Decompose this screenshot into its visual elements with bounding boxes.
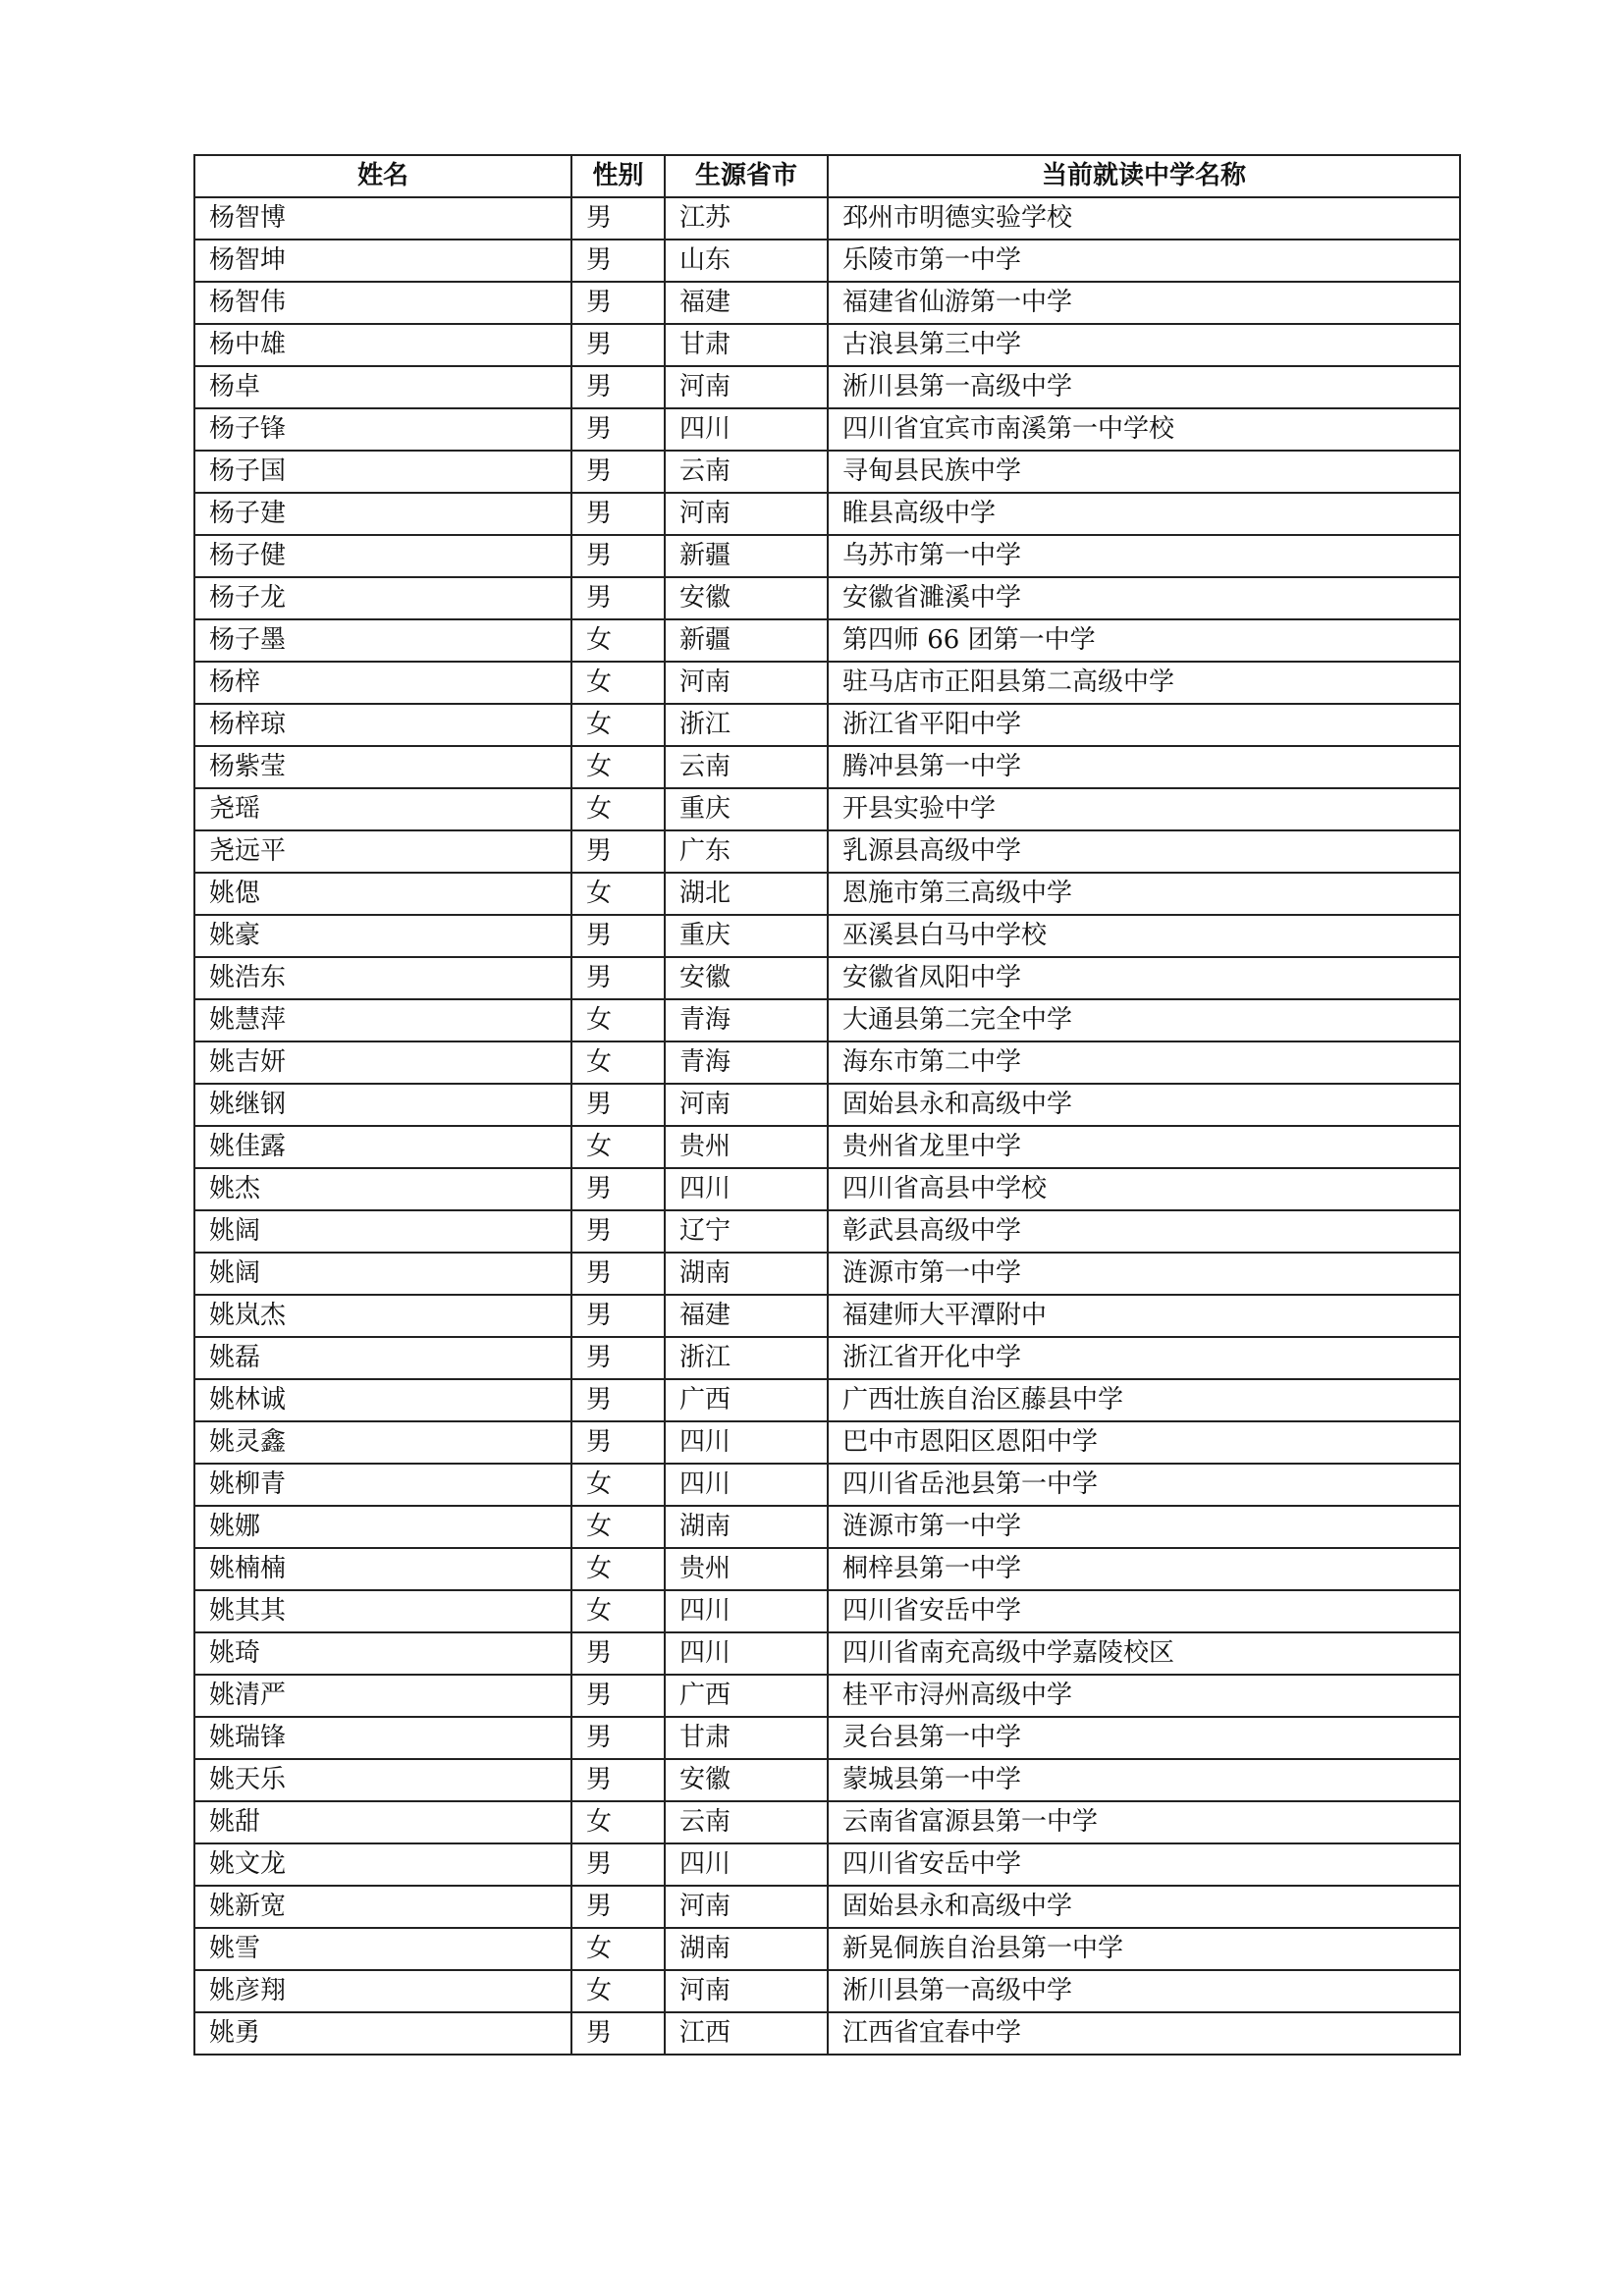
cell-province: 浙江: [665, 1337, 828, 1379]
cell-school: 睢县高级中学: [828, 493, 1460, 535]
cell-name: 杨子墨: [194, 619, 571, 662]
cell-name: 姚雪: [194, 1928, 571, 1970]
cell-school: 恩施市第三高级中学: [828, 873, 1460, 915]
cell-gender: 女: [571, 1928, 665, 1970]
cell-province: 四川: [665, 1632, 828, 1675]
cell-province: 重庆: [665, 788, 828, 830]
cell-province: 四川: [665, 1421, 828, 1464]
cell-name: 杨梓: [194, 662, 571, 704]
cell-name: 杨卓: [194, 366, 571, 408]
table-row: [194, 746, 1460, 788]
cell-school: 新晃侗族自治县第一中学: [828, 1928, 1460, 1970]
cell-name: 杨梓琼: [194, 704, 571, 746]
cell-province: 广西: [665, 1379, 828, 1421]
cell-school: 福建省仙游第一中学: [828, 282, 1460, 324]
cell-name: 姚娜: [194, 1506, 571, 1548]
cell-gender: 男: [571, 408, 665, 451]
table-row: [194, 240, 1460, 282]
cell-gender: 男: [571, 1337, 665, 1379]
cell-gender: 男: [571, 1717, 665, 1759]
cell-school: 云南省富源县第一中学: [828, 1801, 1460, 1843]
cell-school: 安徽省濉溪中学: [828, 577, 1460, 619]
table-row: [194, 1886, 1460, 1928]
table-row: [194, 1506, 1460, 1548]
cell-province: 湖南: [665, 1253, 828, 1295]
cell-name: 姚瑞锋: [194, 1717, 571, 1759]
cell-province: 河南: [665, 662, 828, 704]
table-row: [194, 577, 1460, 619]
table-row: [194, 324, 1460, 366]
table-row: [194, 1084, 1460, 1126]
cell-name: 姚新宽: [194, 1886, 571, 1928]
cell-gender: 女: [571, 1970, 665, 2012]
table-row: [194, 1253, 1460, 1295]
cell-school: 巫溪县白马中学校: [828, 915, 1460, 957]
cell-province: 湖南: [665, 1928, 828, 1970]
cell-province: 江苏: [665, 197, 828, 240]
cell-gender: 男: [571, 830, 665, 873]
table-row: [194, 1675, 1460, 1717]
cell-province: 安徽: [665, 577, 828, 619]
cell-gender: 男: [571, 1843, 665, 1886]
cell-school: 寻甸县民族中学: [828, 451, 1460, 493]
cell-school: 古浪县第三中学: [828, 324, 1460, 366]
table-row: [194, 1379, 1460, 1421]
cell-gender: 男: [571, 915, 665, 957]
table-row: [194, 1590, 1460, 1632]
cell-province: 云南: [665, 1801, 828, 1843]
cell-name: 杨中雄: [194, 324, 571, 366]
cell-province: 甘肃: [665, 1717, 828, 1759]
cell-name: 姚慧萍: [194, 999, 571, 1041]
table-row: [194, 788, 1460, 830]
cell-gender: 女: [571, 704, 665, 746]
cell-name: 姚岚杰: [194, 1295, 571, 1337]
cell-province: 青海: [665, 1041, 828, 1084]
cell-gender: 男: [571, 1210, 665, 1253]
cell-gender: 男: [571, 1253, 665, 1295]
cell-province: 新疆: [665, 535, 828, 577]
cell-name: 杨智博: [194, 197, 571, 240]
cell-name: 杨子龙: [194, 577, 571, 619]
table-row: [194, 1548, 1460, 1590]
cell-gender: 男: [571, 366, 665, 408]
cell-province: 河南: [665, 1970, 828, 2012]
cell-name: 姚豪: [194, 915, 571, 957]
cell-province: 河南: [665, 1886, 828, 1928]
cell-province: 贵州: [665, 1548, 828, 1590]
table-row: [194, 366, 1460, 408]
cell-name: 姚楠楠: [194, 1548, 571, 1590]
cell-name: 杨子国: [194, 451, 571, 493]
cell-gender: 女: [571, 1464, 665, 1506]
cell-gender: 男: [571, 240, 665, 282]
cell-school: 四川省宜宾市南溪第一中学校: [828, 408, 1460, 451]
table-header: [194, 155, 1460, 197]
table-row: [194, 282, 1460, 324]
table-row: [194, 1632, 1460, 1675]
cell-gender: 男: [571, 957, 665, 999]
cell-province: 江西: [665, 2012, 828, 2055]
cell-name: 姚磊: [194, 1337, 571, 1379]
cell-name: 姚其其: [194, 1590, 571, 1632]
cell-school: 开县实验中学: [828, 788, 1460, 830]
table-row: [194, 1337, 1460, 1379]
cell-school: 四川省岳池县第一中学: [828, 1464, 1460, 1506]
cell-school: 驻马店市正阳县第二高级中学: [828, 662, 1460, 704]
cell-gender: 女: [571, 746, 665, 788]
cell-school: 大通县第二完全中学: [828, 999, 1460, 1041]
cell-school: 浙江省开化中学: [828, 1337, 1460, 1379]
cell-name: 姚佳露: [194, 1126, 571, 1168]
cell-province: 四川: [665, 408, 828, 451]
cell-name: 尧瑶: [194, 788, 571, 830]
cell-name: 姚阔: [194, 1210, 571, 1253]
cell-name: 姚柳青: [194, 1464, 571, 1506]
cell-school: 涟源市第一中学: [828, 1253, 1460, 1295]
table-row: [194, 1168, 1460, 1210]
table-row: [194, 704, 1460, 746]
cell-gender: 男: [571, 1759, 665, 1801]
cell-gender: 女: [571, 1801, 665, 1843]
table-row: [194, 1210, 1460, 1253]
cell-gender: 男: [571, 535, 665, 577]
cell-name: 尧远平: [194, 830, 571, 873]
header-school: 当前就读中学名称: [828, 155, 1460, 197]
cell-gender: 男: [571, 1886, 665, 1928]
cell-school: 蒙城县第一中学: [828, 1759, 1460, 1801]
cell-school: 四川省南充高级中学嘉陵校区: [828, 1632, 1460, 1675]
table-row: [194, 830, 1460, 873]
cell-province: 安徽: [665, 1759, 828, 1801]
cell-gender: 男: [571, 1168, 665, 1210]
table-row: [194, 1759, 1460, 1801]
cell-province: 四川: [665, 1168, 828, 1210]
cell-gender: 女: [571, 662, 665, 704]
cell-school: 浙江省平阳中学: [828, 704, 1460, 746]
cell-province: 湖北: [665, 873, 828, 915]
table-row: [194, 493, 1460, 535]
cell-school: 淅川县第一高级中学: [828, 366, 1460, 408]
cell-name: 杨智坤: [194, 240, 571, 282]
table-row: [194, 1295, 1460, 1337]
cell-name: 姚天乐: [194, 1759, 571, 1801]
cell-gender: 女: [571, 788, 665, 830]
cell-gender: 男: [571, 1084, 665, 1126]
table-row: [194, 1843, 1460, 1886]
cell-school: 固始县永和高级中学: [828, 1084, 1460, 1126]
cell-name: 姚勇: [194, 2012, 571, 2055]
cell-gender: 女: [571, 1590, 665, 1632]
cell-province: 福建: [665, 1295, 828, 1337]
cell-gender: 男: [571, 282, 665, 324]
table-row: [194, 1717, 1460, 1759]
cell-province: 湖南: [665, 1506, 828, 1548]
table-row: [194, 999, 1460, 1041]
cell-name: 杨子建: [194, 493, 571, 535]
student-roster-table: [193, 154, 1461, 2056]
table-row: [194, 408, 1460, 451]
cell-gender: 男: [571, 493, 665, 535]
cell-province: 重庆: [665, 915, 828, 957]
cell-name: 姚阔: [194, 1253, 571, 1295]
cell-gender: 女: [571, 1548, 665, 1590]
cell-name: 杨子锋: [194, 408, 571, 451]
cell-school: 福建师大平潭附中: [828, 1295, 1460, 1337]
cell-province: 云南: [665, 451, 828, 493]
header-name: 姓名: [194, 155, 571, 197]
cell-gender: 男: [571, 577, 665, 619]
header-province: 生源省市: [665, 155, 828, 197]
cell-school: 乌苏市第一中学: [828, 535, 1460, 577]
cell-school: 涟源市第一中学: [828, 1506, 1460, 1548]
cell-province: 山东: [665, 240, 828, 282]
cell-gender: 女: [571, 1506, 665, 1548]
table-row: [194, 535, 1460, 577]
table-row: [194, 1801, 1460, 1843]
cell-province: 青海: [665, 999, 828, 1041]
cell-province: 河南: [665, 1084, 828, 1126]
table-row: [194, 915, 1460, 957]
cell-province: 新疆: [665, 619, 828, 662]
cell-school: 四川省安岳中学: [828, 1590, 1460, 1632]
cell-school: 乐陵市第一中学: [828, 240, 1460, 282]
cell-province: 安徽: [665, 957, 828, 999]
cell-province: 广东: [665, 830, 828, 873]
cell-name: 杨子健: [194, 535, 571, 577]
header-gender: 性别: [571, 155, 665, 197]
cell-name: 姚清严: [194, 1675, 571, 1717]
cell-school: 江西省宜春中学: [828, 2012, 1460, 2055]
cell-school: 广西壮族自治区藤县中学: [828, 1379, 1460, 1421]
cell-gender: 男: [571, 1675, 665, 1717]
table-row: [194, 1421, 1460, 1464]
cell-name: 姚甜: [194, 1801, 571, 1843]
cell-gender: 男: [571, 1295, 665, 1337]
cell-name: 姚继钢: [194, 1084, 571, 1126]
table-row: [194, 662, 1460, 704]
cell-name: 姚偲: [194, 873, 571, 915]
cell-gender: 男: [571, 1379, 665, 1421]
cell-school: 固始县永和高级中学: [828, 1886, 1460, 1928]
cell-school: 第四师 66 团第一中学: [828, 619, 1460, 662]
cell-name: 姚林诚: [194, 1379, 571, 1421]
table-row: [194, 1928, 1460, 1970]
cell-gender: 女: [571, 999, 665, 1041]
table-row: [194, 1041, 1460, 1084]
table-row: [194, 957, 1460, 999]
cell-gender: 男: [571, 324, 665, 366]
cell-school: 乳源县高级中学: [828, 830, 1460, 873]
table-row: [194, 1126, 1460, 1168]
table-row: [194, 197, 1460, 240]
cell-school: 桐梓县第一中学: [828, 1548, 1460, 1590]
table-row: [194, 873, 1460, 915]
cell-gender: 男: [571, 451, 665, 493]
table-row: [194, 1970, 1460, 2012]
cell-name: 姚浩东: [194, 957, 571, 999]
cell-province: 浙江: [665, 704, 828, 746]
cell-gender: 男: [571, 1632, 665, 1675]
cell-province: 甘肃: [665, 324, 828, 366]
cell-province: 广西: [665, 1675, 828, 1717]
cell-school: 巴中市恩阳区恩阳中学: [828, 1421, 1460, 1464]
cell-name: 姚彦翔: [194, 1970, 571, 2012]
cell-name: 杨紫莹: [194, 746, 571, 788]
cell-gender: 男: [571, 2012, 665, 2055]
cell-name: 姚吉妍: [194, 1041, 571, 1084]
cell-name: 杨智伟: [194, 282, 571, 324]
cell-province: 四川: [665, 1590, 828, 1632]
cell-gender: 女: [571, 873, 665, 915]
table-row: [194, 1464, 1460, 1506]
cell-province: 辽宁: [665, 1210, 828, 1253]
cell-school: 海东市第二中学: [828, 1041, 1460, 1084]
cell-name: 姚杰: [194, 1168, 571, 1210]
cell-gender: 男: [571, 1421, 665, 1464]
cell-province: 河南: [665, 366, 828, 408]
cell-school: 淅川县第一高级中学: [828, 1970, 1460, 2012]
header-row: [194, 155, 1460, 197]
cell-school: 腾冲县第一中学: [828, 746, 1460, 788]
cell-school: 灵台县第一中学: [828, 1717, 1460, 1759]
table-row: [194, 2012, 1460, 2055]
cell-province: 四川: [665, 1464, 828, 1506]
table-row: [194, 451, 1460, 493]
cell-province: 云南: [665, 746, 828, 788]
cell-province: 贵州: [665, 1126, 828, 1168]
cell-school: 邳州市明德实验学校: [828, 197, 1460, 240]
cell-province: 福建: [665, 282, 828, 324]
cell-gender: 女: [571, 619, 665, 662]
cell-name: 姚灵鑫: [194, 1421, 571, 1464]
cell-school: 彰武县高级中学: [828, 1210, 1460, 1253]
cell-name: 姚琦: [194, 1632, 571, 1675]
cell-school: 安徽省凤阳中学: [828, 957, 1460, 999]
cell-school: 四川省安岳中学: [828, 1843, 1460, 1886]
cell-province: 四川: [665, 1843, 828, 1886]
cell-province: 河南: [665, 493, 828, 535]
table-body: [194, 197, 1460, 2055]
cell-school: 贵州省龙里中学: [828, 1126, 1460, 1168]
cell-gender: 女: [571, 1041, 665, 1084]
cell-gender: 女: [571, 1126, 665, 1168]
cell-school: 四川省高县中学校: [828, 1168, 1460, 1210]
cell-name: 姚文龙: [194, 1843, 571, 1886]
table-row: [194, 619, 1460, 662]
cell-school: 桂平市浔州高级中学: [828, 1675, 1460, 1717]
cell-gender: 男: [571, 197, 665, 240]
